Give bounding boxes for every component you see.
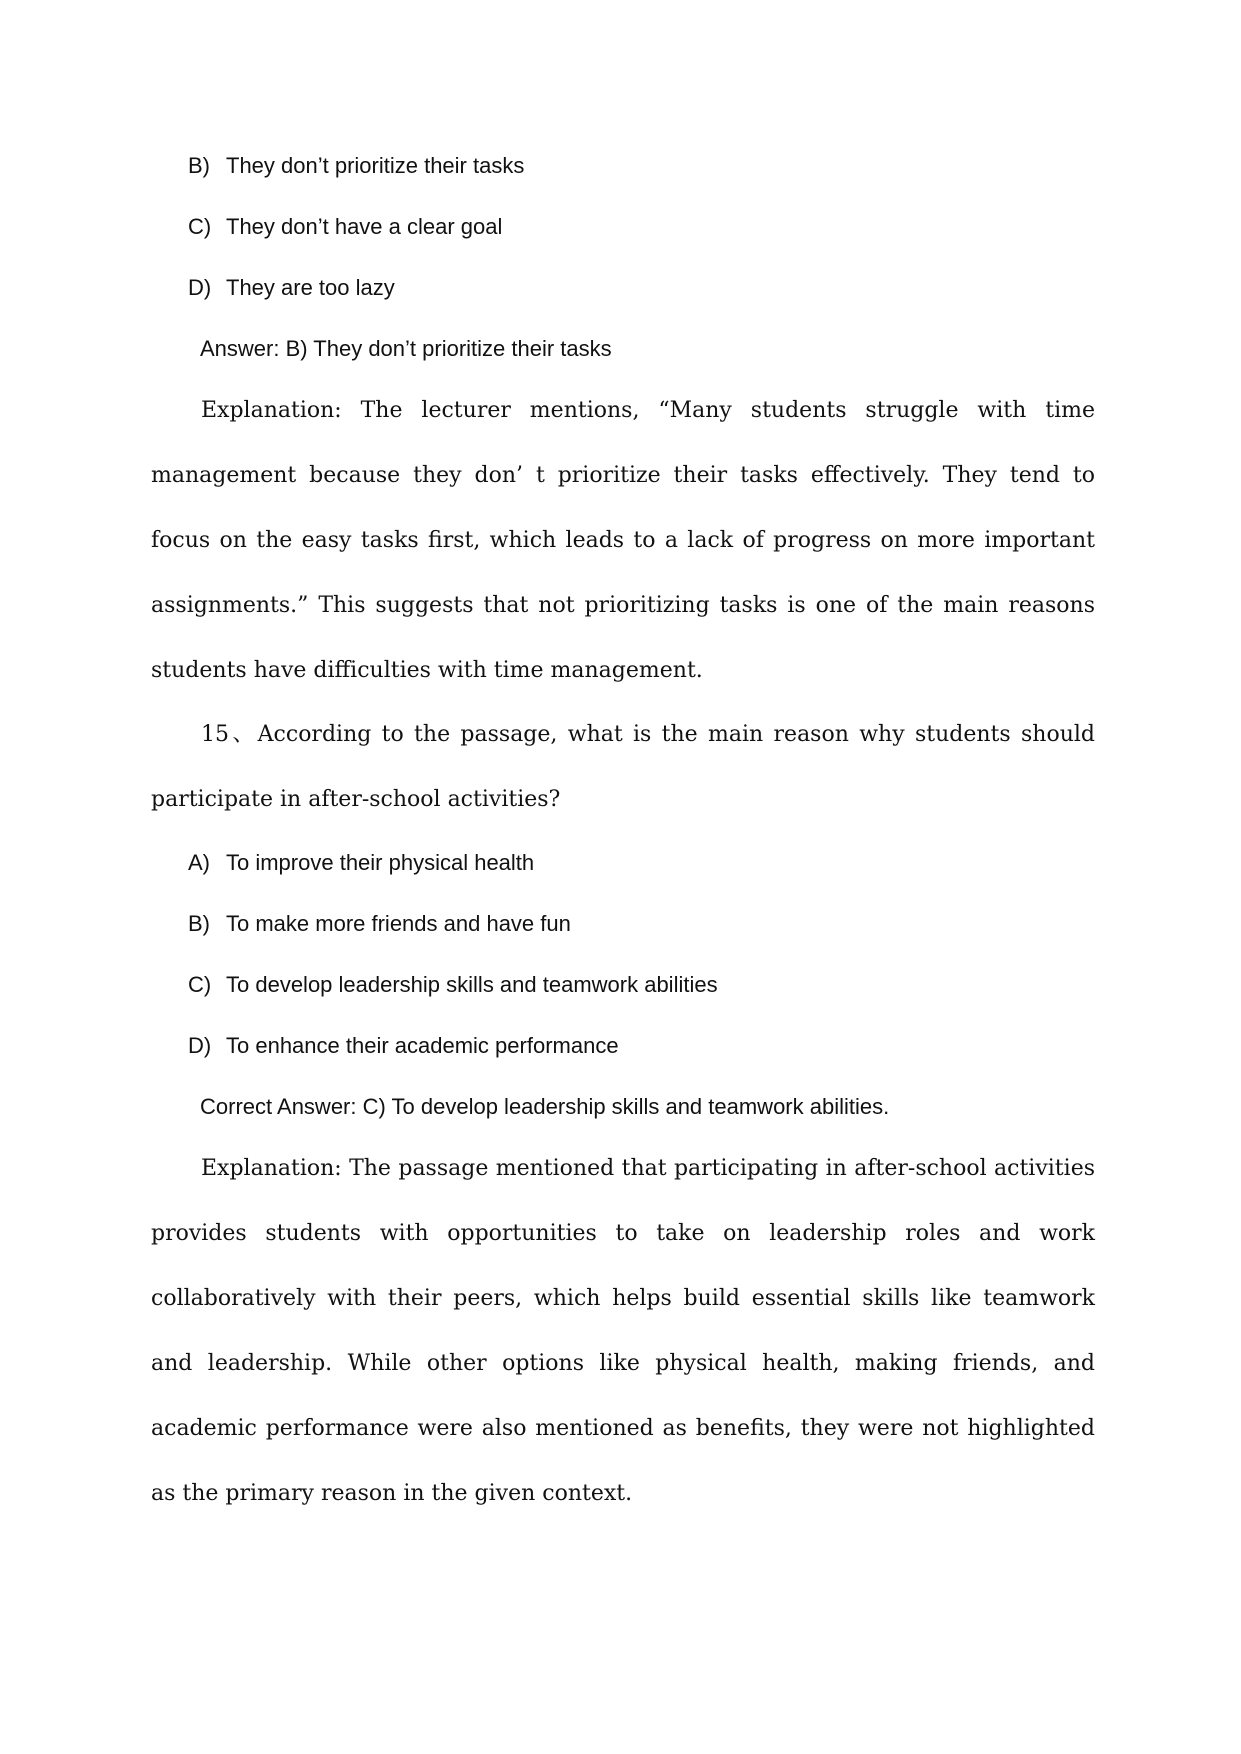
- q14-answer: Answer: B) They don’t prioritize their tasks: [200, 336, 612, 361]
- q15-option-d: [188, 1033, 619, 1059]
- option-text: They are too lazy: [226, 275, 395, 300]
- option-text: To improve their physical health: [226, 850, 535, 875]
- q15-option-c: [188, 972, 718, 998]
- q14-explanation: Explanation: The lecturer mentions, “Many students struggle with time management because they don’ t prioritize their tasks effectively. They tend to focus on the easy tasks first, which leads to a lack of progress on more important assignments.” This suggests that not prioritizing tasks is one of the main reasons students have difficulties with time management.: [151, 398, 1095, 683]
- q14-option-c: [188, 214, 502, 240]
- option-letter: A): [188, 850, 210, 875]
- q15-answer: Correct Answer: C) To develop leadership skills and teamwork abilities.: [200, 1094, 890, 1119]
- option-letter: D): [188, 1033, 212, 1058]
- q14-option-d: [188, 275, 395, 301]
- q15-question: 15、According to the passage, what is the main reason why students should participate in after-school activities?: [151, 722, 1095, 812]
- option-letter: B): [188, 911, 210, 936]
- option-letter: C): [188, 214, 212, 239]
- option-text: To develop leadership skills and teamwork abilities: [226, 972, 718, 997]
- q14-option-b: [188, 153, 524, 179]
- option-letter: D): [188, 275, 212, 300]
- option-letter: C): [188, 972, 212, 997]
- option-text: To enhance their academic performance: [226, 1033, 619, 1058]
- option-text: They don’t have a clear goal: [226, 214, 503, 239]
- q15-option-b: [188, 911, 571, 937]
- q15-explanation: Explanation: The passage mentioned that participating in after-school activities provides students with opportunities to take on leadership roles and work collaboratively with their peers, which helps build essential skills like teamwork and leadership. While other options like physical health, making friends, and academic performance were also mentioned as benefits, they were not highlighted as the primary reason in the given context.: [151, 1156, 1095, 1506]
- option-text: They don’t prioritize their tasks: [226, 153, 525, 178]
- option-letter: B): [188, 153, 210, 178]
- q15-option-a: [188, 850, 534, 876]
- option-text: To make more friends and have fun: [226, 911, 571, 936]
